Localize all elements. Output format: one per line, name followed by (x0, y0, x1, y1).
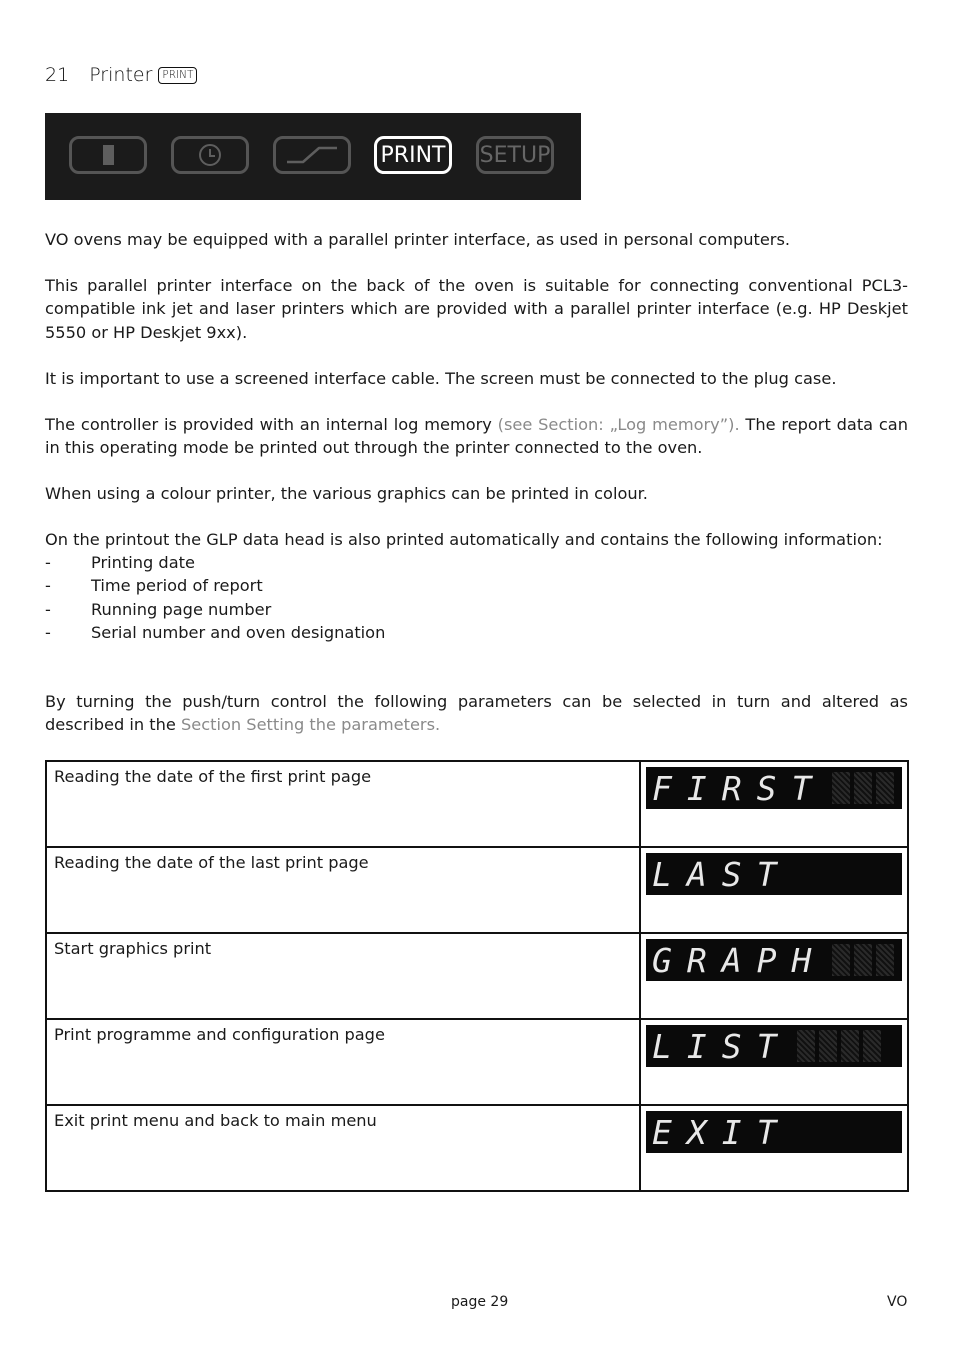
model-label: VO (887, 1294, 908, 1310)
param-display-cell (640, 847, 908, 933)
paragraph-log-memory (45, 413, 908, 460)
log-memory-link[interactable]: (see Section: „Log memory”). (497, 415, 740, 434)
param-display-cell (640, 1019, 908, 1105)
ramp-button[interactable] (273, 136, 351, 174)
param-display-cell (640, 1105, 908, 1191)
setup-button-label: SETUP (479, 142, 551, 168)
unlit-segments (797, 1030, 881, 1062)
list-item: - Time period of report (45, 576, 263, 596)
log-memory-text-cont: The report data can in this operating mode be printed out through the printer connected to the oven. (45, 415, 908, 458)
paragraph-glp: On the printout the GLP data head is also printed automatically and contains the following information: (45, 530, 883, 549)
lcd-display-last: LAST (646, 853, 902, 895)
lcd-display-first: FIRST (646, 767, 902, 809)
section-heading (45, 64, 197, 86)
paragraph-cable: It is important to use a screened interface cable. The screen must be connected to the plug case. (45, 369, 837, 388)
setting-parameters-link[interactable]: Section Setting the parameters. (181, 715, 441, 735)
param-description: Exit print menu and back to main menu (46, 1105, 640, 1191)
section-title: Printer (89, 64, 153, 86)
list-item: - Printing date (45, 553, 195, 572)
clock-icon (199, 144, 221, 166)
table-row (46, 761, 908, 847)
param-description: Print programme and configuration page (46, 1019, 640, 1105)
paragraph-push-turn (45, 690, 908, 737)
ramp-icon (283, 144, 341, 166)
setup-button[interactable] (476, 136, 554, 174)
push-turn-text: By turning the push/turn control the following parameters can be selected in turn and altered as described in the (45, 692, 908, 735)
param-display-cell (640, 761, 908, 847)
paragraph-colour: When using a colour printer, the various graphics can be printed in colour. (45, 484, 648, 503)
table-row (46, 933, 908, 1019)
control-panel (45, 113, 581, 200)
timer-button[interactable] (171, 136, 249, 174)
lcd-display-graph: GRAPH (646, 939, 902, 981)
bar-icon (103, 145, 114, 165)
table-row (46, 1105, 908, 1191)
print-button[interactable] (374, 136, 452, 174)
list-item: - Running page number (45, 599, 272, 619)
lcd-display-exit: EXIT (646, 1111, 902, 1153)
paragraph-compatibility: This parallel printer interface on the back of the oven is suitable for connecting conventional PCL3-compatible ink jet and laser printers which are provided with a parallel printer interface (e.g. HP Deskjet 5550 or HP Deskjet 9xx). (45, 276, 908, 342)
unlit-segments (832, 944, 894, 976)
page-number: page 29 (451, 1294, 509, 1310)
param-description: Reading the date of the first print page (46, 761, 640, 847)
parameter-table (45, 760, 909, 1192)
param-description: Reading the date of the last print page (46, 847, 640, 933)
table-row (46, 847, 908, 933)
print-badge: PRINT (158, 67, 197, 84)
operating-mode-button[interactable] (69, 136, 147, 174)
unlit-segments (832, 772, 894, 804)
table-row (46, 1019, 908, 1105)
print-button-label: PRINT (380, 142, 446, 168)
lcd-display-list: LIST (646, 1025, 902, 1067)
list-item: - Serial number and oven designation (45, 622, 386, 642)
section-number: 21 (45, 64, 70, 86)
paragraph-interface: VO ovens may be equipped with a parallel printer interface, as used in personal computers. (45, 230, 791, 249)
param-description: Start graphics print (46, 933, 640, 1019)
glp-info-list (45, 551, 385, 644)
param-display-cell (640, 933, 908, 1019)
log-memory-text: The controller is provided with an internal log memory (45, 415, 498, 434)
